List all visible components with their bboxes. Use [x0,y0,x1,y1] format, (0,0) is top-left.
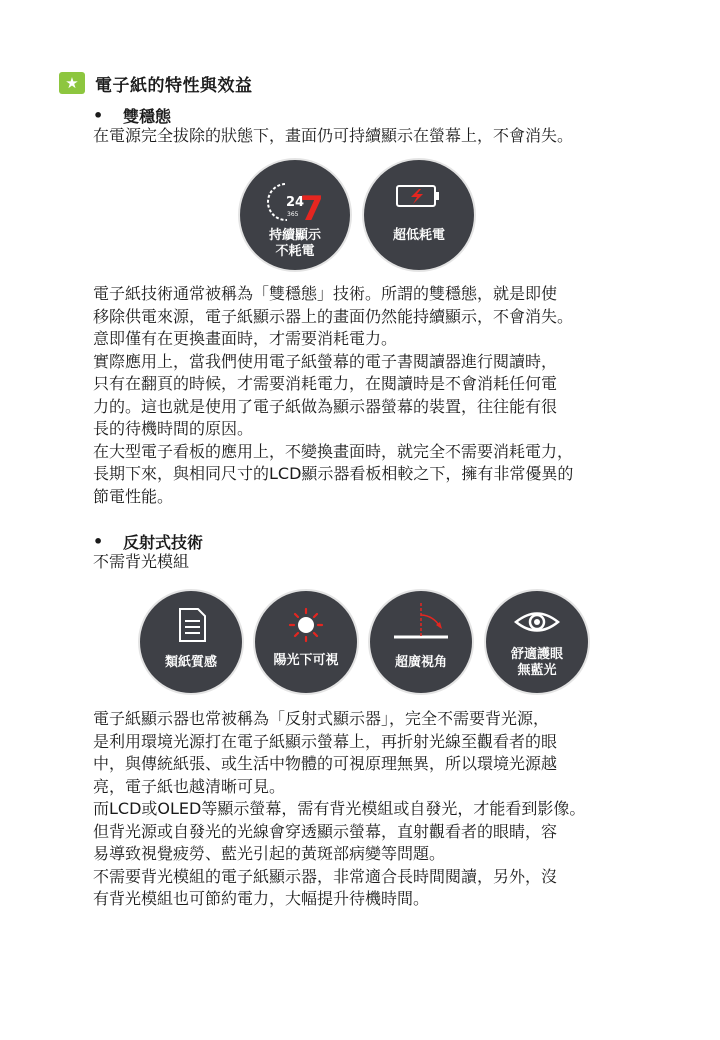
battery-graphic [364,160,474,270]
sun-icon [255,591,357,693]
angle-graphic [370,591,472,693]
wide-angle-icon [370,591,472,693]
bullet-dot: • [93,106,104,125]
eye-icon [486,591,588,693]
sun-graphic [255,591,357,693]
bistable-summary: 在電源完全拔除的狀態下，畫面仍可持續顯示在螢幕上，不會消失。 [93,126,574,145]
low-battery-icon [364,160,474,270]
badge-365: 365 [287,211,299,218]
bistable-heading-text: 雙穩態 [123,107,172,126]
reflective-body: 電子紙顯示器也常被稱為「反射式顯示器」，完全不需要背光源， 是利用環境光源打在電子紙顯示螢幕上，再折射光線至觀看者的眼 中，與傳統紙張、或生活中物體的可視原理無異，所以環境光源越 亮，電子紙也越清晰可見。 而LCD或OLED等顯示螢幕，需有背光模組或自發光，才能看到影像。 但背光源或自發光的光線會穿透顯示螢幕，直射觀看者的眼睛，容 易導致視覺疲勞、藍光引起的黃斑部病變等問題。 不需要背光模組的電子紙顯示器，非常適合長時間閱讀，另外，沒 有背光模組也可節約電力，大幅提升待機時間。 [93,709,586,908]
bistable-body: 電子紙技術通常被稱為「雙穩態」技術。所謂的雙穩態，就是即使 移除供電來源，電子紙顯示器上的畫面仍然能持續顯示，不會消失。 意即僅有在更換畫面時，才需要消耗電力。 實際應用上，當我們使用電子紙螢幕的電子書閱讀器進行閱讀時， 只有在翻頁的時候，才需要消耗電力，在閱讀時是不會消耗任何電 力的。這也就是使用了電子紙做為顯示器螢幕的裝置，往往能有很 長的待機時間的原因。 在大型電子看板的應用上，不變換畫面時，就完全不需要消耗電力， 長期下來，與相同尺寸的LCD顯示器看板相較之下，擁有非常優異的 節電性能。 [93,284,574,506]
icon-label: 舒適護眼 無藍光 [510,647,563,678]
paper-document-icon [140,591,242,693]
icon-label: 持續顯示 不耗電 [268,228,321,259]
section-title [59,70,253,96]
bistable-heading [93,104,171,127]
document-graphic [140,591,242,693]
reflective-heading-text: 反射式技術 [123,533,204,552]
24-7-display-icon [240,160,350,270]
reflective-heading [93,530,203,553]
star-icon: ★ [59,72,85,94]
badge-7: 7 [300,189,324,229]
badge-24: 24 [286,195,305,210]
icon-label: 超廣視角 [394,655,447,670]
icon-label: 陽光下可視 [273,653,339,668]
icon-label: 類紙質感 [164,655,217,670]
bullet-dot: • [93,532,104,551]
icon-label: 超低耗電 [392,228,445,243]
reflective-summary: 不需背光模組 [93,552,190,571]
section-title-text: 電子紙的特性與效益 [95,75,253,96]
